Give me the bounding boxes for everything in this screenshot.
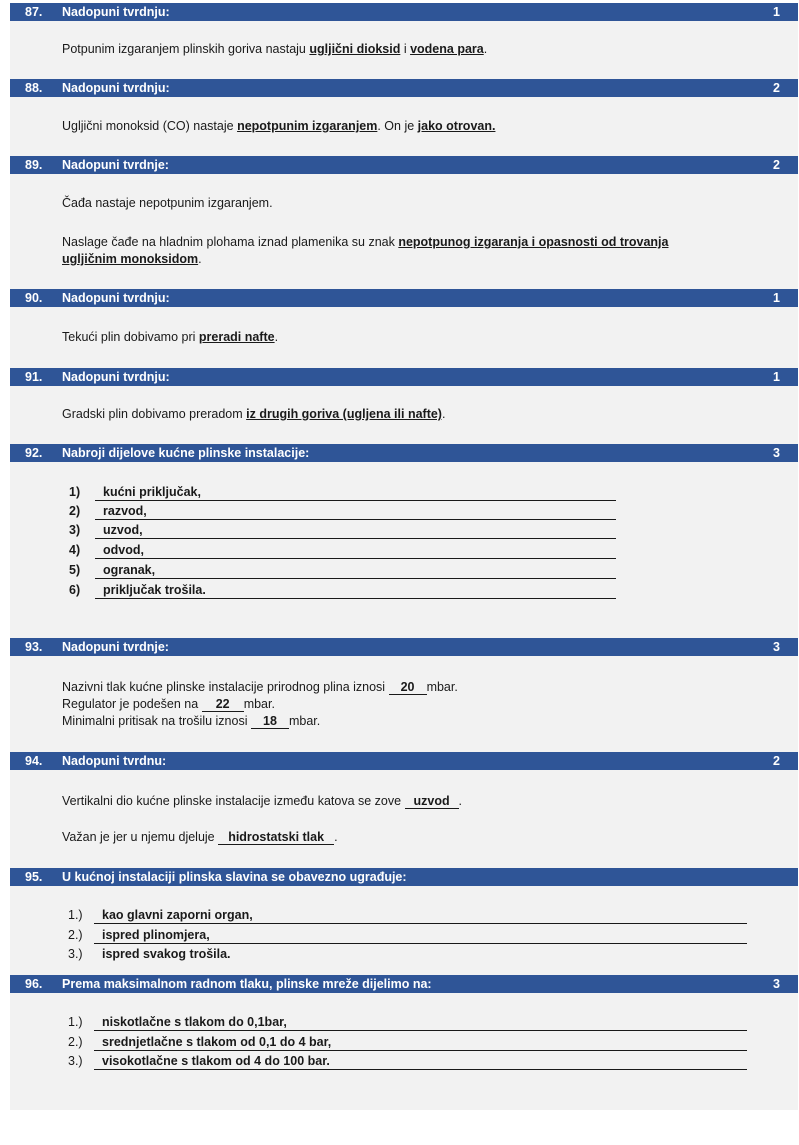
- question-95-header: [10, 868, 798, 886]
- text: .: [441, 407, 446, 421]
- text: .: [483, 42, 488, 56]
- item-answer: kao glavni zaporni organ,: [94, 907, 747, 924]
- question-92-header: [10, 444, 798, 462]
- answer-blank: 22: [202, 697, 244, 712]
- question-89-text-2: [62, 234, 668, 268]
- question-number: 87.: [25, 5, 43, 19]
- unit: mbar.: [243, 697, 275, 711]
- item-number: 3.): [68, 1054, 83, 1068]
- unit: mbar.: [426, 680, 458, 694]
- item-number: 2): [69, 504, 81, 518]
- question-number: 89.: [25, 158, 43, 172]
- question-points: 1: [773, 370, 780, 384]
- question-number: 92.: [25, 446, 43, 460]
- question-points: 3: [773, 446, 780, 460]
- question-93-line-2: [62, 696, 275, 713]
- item-answer: ogranak,: [95, 562, 616, 579]
- item-number: 2.): [68, 1035, 83, 1049]
- item-answer: niskotlačne s tlakom do 0,1bar,: [94, 1014, 747, 1031]
- answer: ugljični dioksid: [309, 42, 401, 56]
- answer: nepotpunim izgaranjem: [237, 119, 378, 133]
- question-title: Nabroji dijelove kućne plinske instalacije:: [62, 446, 310, 460]
- text: Gradski plin dobivamo preradom: [62, 407, 247, 421]
- answer-blank: hidrostatski tlak: [218, 830, 334, 845]
- item-answer: odvod,: [95, 542, 616, 559]
- question-90-header: [10, 289, 798, 307]
- item-number: 5): [69, 563, 81, 577]
- answer: nepotpunog izgaranja i opasnosti od trovanja: [398, 235, 669, 249]
- item-answer: uzvod,: [95, 522, 616, 539]
- item-number: 2.): [68, 928, 83, 942]
- question-title: Nadopuni tvrdnju:: [62, 5, 170, 19]
- item-answer: ispred plinomjera,: [94, 927, 747, 944]
- question-93-header: [10, 638, 798, 656]
- question-91-header: [10, 368, 798, 386]
- item-number: 6): [69, 583, 81, 597]
- item-number: 4): [69, 543, 81, 557]
- question-88-header: [10, 79, 798, 97]
- question-points: 2: [773, 158, 780, 172]
- question-number: 94.: [25, 754, 43, 768]
- item-answer: kućni priključak,: [95, 484, 616, 501]
- question-90-text: [62, 329, 278, 346]
- answer: preradi nafte: [198, 330, 275, 344]
- text: Nazivni tlak kućne plinske instalacije prirodnog plina iznosi: [62, 680, 389, 694]
- question-points: 1: [773, 5, 780, 19]
- item-number: 1.): [68, 1015, 83, 1029]
- item-answer: ispred svakog trošila.: [102, 947, 231, 961]
- answer-blank: 18: [251, 714, 289, 729]
- text: .: [198, 252, 202, 266]
- text: i: [400, 42, 411, 56]
- question-87-header: [10, 3, 798, 21]
- question-89-header: [10, 156, 798, 174]
- text: .: [274, 330, 279, 344]
- question-number: 91.: [25, 370, 43, 384]
- text: Tekući plin dobivamo pri: [62, 330, 199, 344]
- text: Minimalni pritisak na trošilu iznosi: [62, 714, 251, 728]
- question-points: 2: [773, 754, 780, 768]
- text: Važan je jer u njemu djeluje: [62, 830, 219, 844]
- text: Naslage čađe na hladnim plohama iznad plamenika su znak: [62, 235, 399, 249]
- question-title: Prema maksimalnom radnom tlaku, plinske mreže dijelimo na:: [62, 977, 432, 991]
- answer: jako otrovan.: [417, 119, 496, 133]
- question-93-line-3: [62, 713, 320, 730]
- question-96-header: [10, 975, 798, 993]
- question-number: 88.: [25, 81, 43, 95]
- item-answer: razvod,: [95, 503, 616, 520]
- question-points: 2: [773, 81, 780, 95]
- unit: mbar.: [288, 714, 321, 728]
- text: . On je: [377, 119, 418, 133]
- text: Vertikalni dio kućne plinske instalacije između katova se zove: [62, 794, 405, 808]
- answer-blank: 20: [389, 680, 427, 695]
- question-title: U kućnoj instalaciji plinska slavina se obavezno ugrađuje:: [62, 870, 407, 884]
- question-number: 93.: [25, 640, 43, 654]
- question-title: Nadopuni tvrdnju:: [62, 81, 170, 95]
- text: Regulator je podešen na: [62, 697, 202, 711]
- item-number: 3.): [68, 947, 83, 961]
- answer: vodena para: [410, 42, 484, 56]
- question-title: Nadopuni tvrdnje:: [62, 158, 169, 172]
- text: Ugljični monoksid (CO) nastaje: [62, 119, 238, 133]
- item-answer: priključak trošila.: [95, 582, 616, 599]
- answer-blank: uzvod: [405, 794, 459, 809]
- question-89-text-1: Čađa nastaje nepotpunim izgaranjem.: [62, 196, 273, 210]
- question-title: Nadopuni tvrdnju:: [62, 370, 170, 384]
- question-94-header: [10, 752, 798, 770]
- question-title: Nadopuni tvrdnu:: [62, 754, 167, 768]
- question-title: Nadopuni tvrdnje:: [62, 640, 169, 654]
- item-number: 3): [69, 523, 81, 537]
- question-88-text: [62, 118, 495, 135]
- item-answer: visokotlačne s tlakom od 4 do 100 bar.: [94, 1053, 747, 1070]
- text: .: [458, 794, 463, 808]
- question-points: 1: [773, 291, 780, 305]
- item-number: 1.): [68, 908, 83, 922]
- question-points: 3: [773, 640, 780, 654]
- question-93-line-1: [62, 679, 458, 696]
- question-number: 90.: [25, 291, 43, 305]
- question-91-text: [62, 406, 445, 423]
- question-points: 3: [773, 977, 780, 991]
- question-94-line-2: [62, 829, 338, 846]
- item-answer: srednjetlačne s tlakom od 0,1 do 4 bar,: [94, 1034, 747, 1051]
- question-number: 95.: [25, 870, 43, 884]
- answer: iz drugih goriva (ugljena ili nafte): [246, 407, 442, 421]
- question-number: 96.: [25, 977, 43, 991]
- item-number: 1): [69, 485, 81, 499]
- question-87-text: [62, 41, 487, 58]
- text: .: [334, 830, 338, 844]
- text: Potpunim izgaranjem plinskih goriva nastaju: [62, 42, 310, 56]
- question-94-line-1: [62, 793, 462, 810]
- answer: ugljičnim monoksidom: [62, 252, 199, 266]
- question-title: Nadopuni tvrdnju:: [62, 291, 170, 305]
